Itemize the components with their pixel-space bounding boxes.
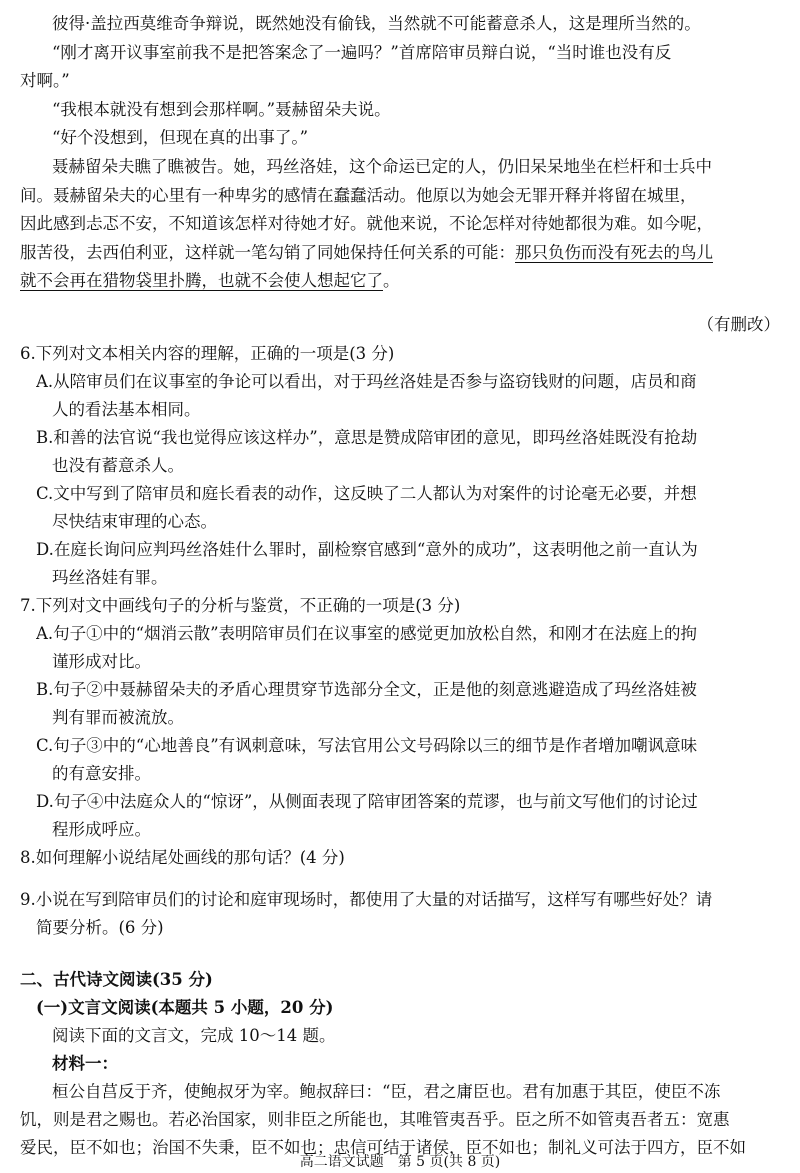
story-paragraph: 彼得·盖拉西莫维奇争辩说，既然她没有偷钱，当然就不可能蓄意杀人，这是理所当然的。 <box>52 14 701 33</box>
option-d: D.在庭长询问应判玛丝洛娃什么罪时，副检察官感到“意外的成功”，这表明他之前一直认为 <box>36 540 698 559</box>
emphasis-dot-char: 法 <box>614 1138 631 1157</box>
story-paragraph-cont: 服苦役，去西伯利亚，这样就一笔勾销了同她保持任何关系的可能：那只负伤而没有死去的鸟儿 <box>20 243 713 262</box>
option-a-cont: 人的看法基本相同。 <box>52 400 201 419</box>
option-a: A.从陪审员们在议事室的争论可以看出，对于玛丝洛娃是否参与盗窃钱财的问题，店员和商 <box>36 372 697 391</box>
subsection-heading: (一)文言文阅读(本题共 5 小题，20 分) <box>36 998 334 1017</box>
question-9: 9.小说在写到陪审员们的讨论和庭审现场时，都使用了大量的对话描写，这样写有哪些好处？请 <box>20 890 713 909</box>
classical-text-cont: 爱民，臣不如也；治国不失秉，臣不如也；忠信可结于诸侯，臣不如也；制礼义可法于四方，臣不如 <box>20 1138 746 1157</box>
underlined-sentence: 就不会再在猎物袋里扑腾，也就不会使人想起它了 <box>20 271 383 290</box>
story-paragraph-cont: 就不会再在猎物袋里扑腾，也就不会使人想起它了。 <box>20 271 400 290</box>
question-8: 8.如何理解小说结尾处画线的那句话？(4 分) <box>20 848 345 867</box>
option-d-cont: 程形成呼应。 <box>52 820 151 839</box>
story-paragraph-cont: 对啊。” <box>20 71 70 90</box>
option-a-cont: 谨形成对比。 <box>52 652 151 671</box>
question-9-cont: 简要分析。(6 分) <box>36 918 164 937</box>
option-c: C.句子③中的“心地善良”有讽刺意味，写法官用公文号码除以三的细节是作者增加嘲讽意味 <box>36 736 698 755</box>
option-d-cont: 玛丝洛娃有罪。 <box>52 568 168 587</box>
option-c: C.文中写到了陪审员和庭长看表的动作，这反映了二人都认为对案件的讨论毫无必要，并想 <box>36 484 697 503</box>
option-d: D.句子④中法庭众人的“惊讶”，从侧面表现了陪审团答案的荒谬，也与前文写他们的讨论过 <box>36 792 698 811</box>
question-7-stem: 7.下列对文中画线句子的分析与鉴赏，不正确的一项是(3 分) <box>20 596 461 615</box>
option-a: A.句子①中的“烟消云散”表明陪审员们在议事室的感觉更加放松自然，和刚才在法庭上的拘 <box>36 624 698 643</box>
option-b: B.和善的法官说“我也觉得应该这样办”，意思是赞成陪审团的意见，即玛丝洛娃既没有抢劫 <box>36 428 698 447</box>
classical-text-cont: 饥，则是君之赐也。若必治国家，则非臣之所能也，其唯管夷吾乎。臣之所不如管夷吾者五：宽惠 <box>20 1110 730 1129</box>
section-heading: 二、古代诗文阅读(35 分) <box>20 970 213 989</box>
story-paragraph-cont: 间。聂赫留朵夫的心里有一种卑劣的感情在蠢蠢活动。他原以为她会无罪开释并将留在城里， <box>20 186 697 205</box>
page-footer: 高二语文试题 第 5 页(共 8 页) <box>299 1154 501 1170</box>
material-label: 材料一： <box>52 1054 118 1073</box>
reading-instruction: 阅读下面的文言文，完成 10～14 题。 <box>52 1026 336 1045</box>
story-paragraph: “我根本就没有想到会那样啊。”聂赫留朵夫说。 <box>52 100 391 119</box>
story-paragraph-cont: 因此感到忐忑不安，不知道该怎样对待她才好。就他来说，不论怎样对待她都很为难。如今呢， <box>20 214 713 233</box>
option-b-cont: 也没有蓄意杀人。 <box>52 456 184 475</box>
option-b: B.句子②中聂赫留朵夫的矛盾心理贯穿节选部分全文，正是他的刻意逃避造成了玛丝洛娃被 <box>36 680 697 699</box>
story-paragraph: 聂赫留朵夫瞧了瞧被告。她，玛丝洛娃，这个命运已定的人，仍旧呆呆地坐在栏杆和士兵中 <box>52 157 712 176</box>
question-6-stem: 6.下列对文本相关内容的理解，正确的一项是(3 分) <box>20 344 395 363</box>
option-b-cont: 判有罪而被流放。 <box>52 708 184 727</box>
option-c-cont: 尽快结束审理的心态。 <box>52 512 217 531</box>
story-paragraph: “刚才离开议事室前我不是把答案念了一遍吗？”首席陪审员辩白说，“当时谁也没有反 <box>52 43 672 62</box>
classical-text: 桓公自莒反于齐，使鲍叔牙为宰。鲍叔辞曰：“臣，君之庸臣也。君有加惠于其臣，使臣不冻 <box>52 1082 721 1101</box>
option-c-cont: 的有意安排。 <box>52 764 151 783</box>
underlined-sentence: 那只负伤而没有死去的鸟儿 <box>515 243 713 262</box>
edit-note: （有删改） <box>697 315 780 334</box>
story-paragraph: “好个没想到，但现在真的出事了。” <box>52 128 309 147</box>
